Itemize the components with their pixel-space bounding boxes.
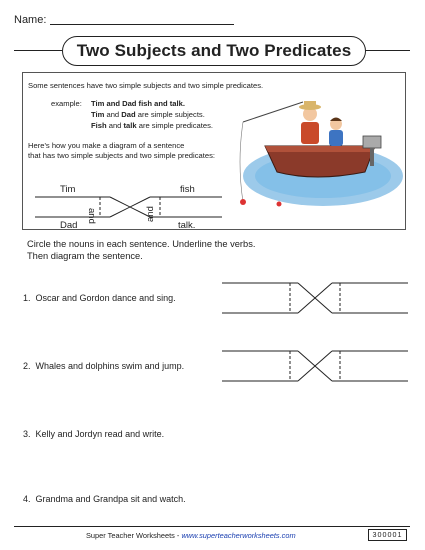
intro-text: Some sentences have two simple subjects and two simple predicates. [28,81,264,90]
worksheet-code: 300001 [368,529,407,541]
instructions-line-1: Circle the nouns in each sentence. Underline the verbs. [27,239,256,249]
question-2: 2. Whales and dolphins swim and jump. [23,361,185,371]
name-label: Name: [14,14,47,26]
question-4: 4. Grandma and Grandpa sit and watch. [23,494,186,504]
footer-rule [14,526,410,527]
diagram-conj-right: and [145,206,156,222]
example-subjects-line: Tim and Dad are simple subjects. [91,110,205,119]
fishing-boat-illustration [225,92,403,214]
example-label: example: [51,99,82,108]
diagram-subject-bottom: Dad [60,220,78,231]
instructions-line-2: Then diagram the sentence. [27,251,143,261]
diagram-conj-left: and [86,208,97,224]
example-sentence: Tim and Dad fish and talk. [91,99,185,108]
answer-diagram-1[interactable] [220,277,410,319]
footer-url-link[interactable]: www.superteacherworksheets.com [181,531,296,540]
answer-diagram-2[interactable] [220,345,410,387]
footer-credit: Super Teacher Worksheets - www.superteacherworksheets.com [86,531,296,540]
page-title: Two Subjects and Two Predicates [62,36,366,66]
diagram-predicate-top: fish [180,184,195,195]
howto-line-2: that has two simple subjects and two simple predicates: [28,151,215,160]
diagram-predicate-bottom: talk. [178,220,196,231]
diagram-subject-top: Tim [60,184,76,195]
howto-line-1: Here's how you make a diagram of a sentence [28,141,185,150]
title-rule-left [14,50,62,51]
name-field[interactable] [50,24,234,25]
title-rule-right [364,50,410,51]
question-3: 3. Kelly and Jordyn read and write. [23,429,165,439]
example-predicates-line: Fish and talk are simple predicates. [91,121,214,130]
question-1: 1. Oscar and Gordon dance and sing. [23,293,176,303]
